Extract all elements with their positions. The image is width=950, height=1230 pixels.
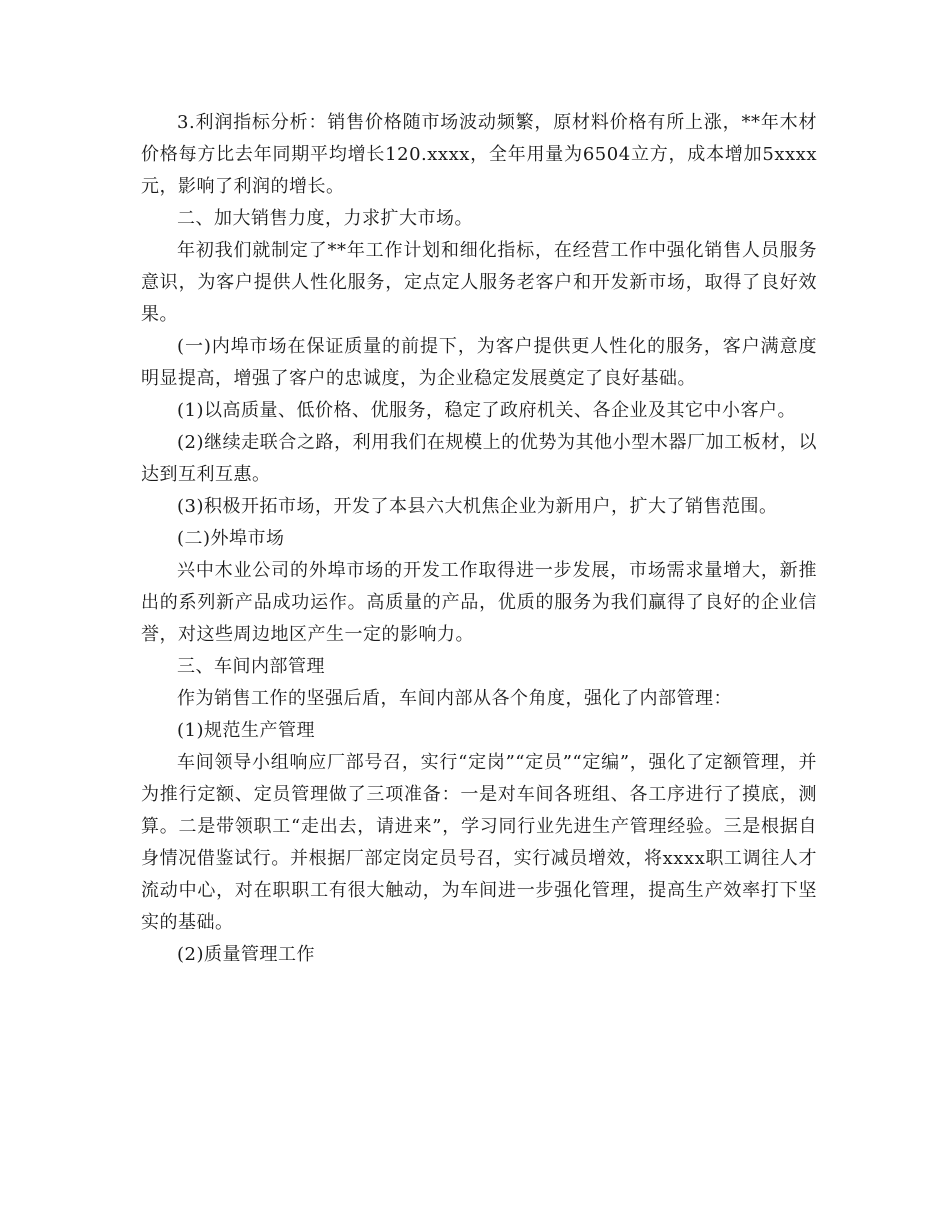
list-item-1: (1)以高质量、低价格、优服务，稳定了政府机关、各企业及其它中小客户。	[177, 400, 796, 421]
section-heading-sales: 二、加大销售力度，力求扩大市场。	[177, 208, 473, 229]
document-body	[141, 107, 817, 971]
list-item-3: (3)积极开拓市场，开发了本县六大机焦企业为新用户，扩大了销售范围。	[177, 496, 778, 517]
profit-analysis-paragraph: 3.利润指标分析：销售价格随市场波动频繁，原材料价格有所上涨，**年木材价格每方比去年同期平均增长120.xxxx，全年用量为6504立方，成本增加5xxxx元，影响了利润的增长。	[141, 112, 817, 197]
section-heading-workshop-management: 三、车间内部管理	[177, 656, 325, 677]
local-market-paragraph: (一)内埠市场在保证质量的前提下，为客户提供更人性化的服务，客户满意度明显提高，增强了客户的忠诚度，为企业稳定发展奠定了良好基础。	[141, 336, 817, 389]
list-item-2: (2)继续走联合之路，利用我们在规模上的优势为其他小型木器厂加工板材，以达到互利互惠。	[141, 432, 817, 485]
subsection-heading-quality-management: (2)质量管理工作	[177, 944, 315, 965]
subsection-heading-external-market: (二)外埠市场	[177, 528, 285, 549]
production-management-paragraph: 车间领导小组响应厂部号召，实行“定岗”“定员”“定编”，强化了定额管理，并为推行定额、定员管理做了三项准备：一是对车间各班组、各工序进行了摸底，测算。二是带领职工“走出去，请进来”，学习同行业先进生产管理经验。三是根据自身情况借鉴试行。并根据厂部定岗定员号召，实行减员增效，将xxxx职工调往人才流动中心，对在职职工有很大触动，为车间进一步强化管理，提高生产效率打下坚实的基础。	[141, 752, 817, 933]
annual-plan-paragraph: 年初我们就制定了**年工作计划和细化指标，在经营工作中强化销售人员服务意识，为客户提供人性化服务，定点定人服务老客户和开发新市场，取得了良好效果。	[141, 240, 817, 325]
subsection-heading-production-management: (1)规范生产管理	[177, 720, 315, 741]
workshop-intro-paragraph: 作为销售工作的坚强后盾，车间内部从各个角度，强化了内部管理：	[177, 688, 732, 709]
external-market-paragraph: 兴中木业公司的外埠市场的开发工作取得进一步发展，市场需求量增大，新推出的系列新产品成功运作。高质量的产品，优质的服务为我们赢得了良好的企业信誉，对这些周边地区产生一定的影响力。	[141, 560, 817, 645]
